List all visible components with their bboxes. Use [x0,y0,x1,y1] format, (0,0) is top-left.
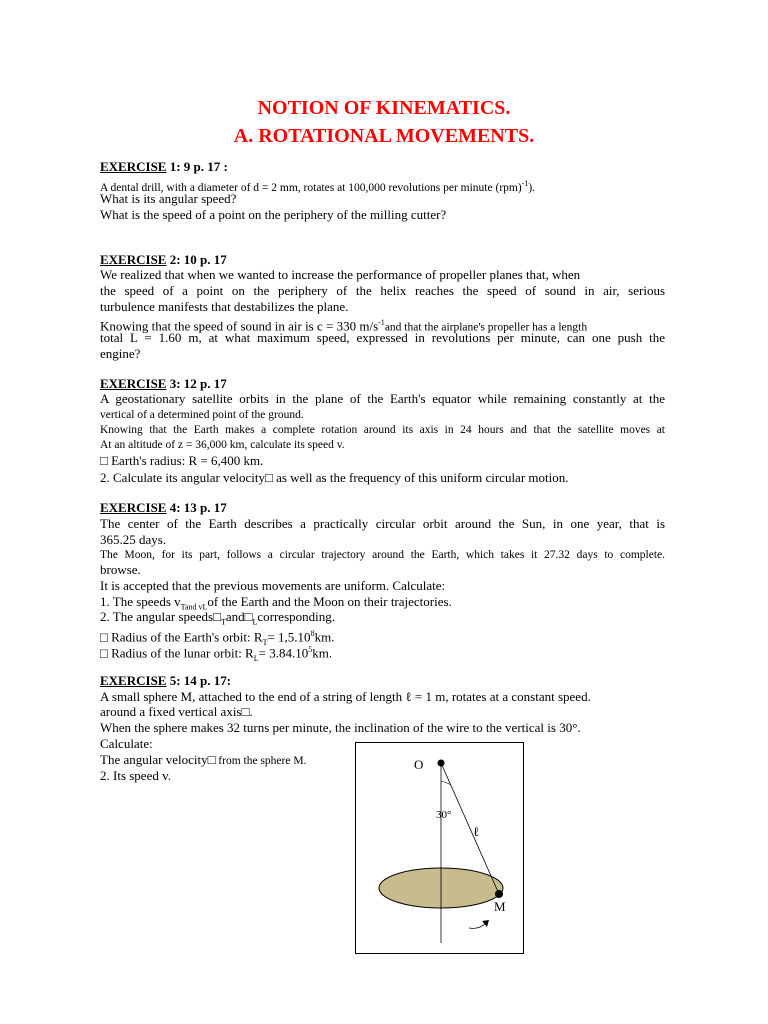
exercise-3-line-4: At an altitude of z = 36,000 km, calculate its speed v. [100,439,345,451]
exercise-1-line-1-text: A dental drill, with a diameter of d = 2 mm, rotates at 100,000 revolutions per minute (rpm) [100,181,522,194]
label-o: O [414,757,424,772]
exercise-2-ref: 2: 10 p. 17 [166,252,227,267]
sphere-m [495,890,503,898]
pendulum-figure [355,742,524,954]
exercise-4-line-6-text: 1. The speeds v [100,594,181,609]
exercise-4-line-8-sub: T [262,637,268,647]
exercise-5-line-3: When the sphere makes 32 turns per minute, the inclination of the wire to the vertical is 30°. [100,720,581,735]
exercise-5-line-6: 2. Its speed v. [100,768,172,783]
exercise-5-line-5-text: The angular velocity□ [100,752,216,767]
exercise-4-line-7-sub1: T [220,617,226,627]
exercise-4-line-9-value: = 3.84.10 [258,645,309,661]
exercise-3-line-5: □ Earth's radius: R = 6,400 km. [100,453,264,468]
exercise-5-line-1: A small sphere M, attached to the end of a string of length ℓ = 1 m, rotates at a constant speed. [100,689,591,704]
page-title-line2: A. ROTATIONAL MOVEMENTS. [233,125,535,147]
exercise-1-line-3: What is the speed of a point on the periphery of the milling cutter? [100,207,447,222]
exercise-5-line-2: around a fixed vertical axis□. [100,704,253,719]
exercise-3-ref: 3: 12 p. 17 [166,376,227,391]
exercise-4-label: EXERCISE [100,500,167,515]
exercise-2-line-6: engine? [100,346,141,361]
exercise-4-line-9-text: □ Radius of the lunar orbit: R [100,645,254,661]
exercise-2-line-4-sup: -1 [378,318,385,327]
exercise-2-line-3: turbulence manifests that destabilizes the plane. [100,299,349,314]
exercise-4-line-6-sub2: L [202,602,208,612]
exercise-5-label: EXERCISE [100,673,167,688]
exercise-2-line-4-text: Knowing that the speed of sound in air is c = 330 m/s [100,318,379,334]
exercise-2-line-5: total L = 1.60 m, at what maximum speed, expressed in revolutions per minute, can one push the [100,330,665,345]
page-title-line1: NOTION OF KINEMATICS. [257,97,511,119]
exercise-4-line-1: The center of the Earth describes a practically circular orbit around the Sun, in one year, that is [100,516,665,531]
exercise-4-line-9-sub: L [253,653,259,663]
exercise-4-line-4: browse. [100,562,141,577]
exercise-3-line-3: Knowing that the Earth makes a complete rotation around its axis in 24 hours and that the satellite moves at [100,424,665,436]
exercise-3-line-6: 2. Calculate its angular velocity□ as well as the frequency of this uniform circular motion. [100,470,569,485]
exercise-2-heading [100,252,227,268]
label-length: ℓ [473,824,480,839]
exercise-4-heading [100,500,227,516]
exercise-4-line-9 [100,642,332,667]
exercise-4-line-9-end: km. [312,645,333,661]
exercise-1-line-2: What is its angular speed? [100,191,237,206]
exercise-4-line-6-sub1: Tand v [180,602,203,612]
pivot-point-o [438,760,445,767]
exercise-5-line-5 [100,752,306,769]
exercise-4-line-9-sup: 5 [308,645,313,654]
rotation-arrowhead [482,920,489,927]
exercise-4-line-7-text: 2. The angular speeds□ [100,609,221,624]
exercise-3-heading [100,376,227,392]
exercise-4-line-5: It is accepted that the previous movements are uniform. Calculate: [100,578,446,593]
exercise-4-line-7-end: corresponding. [257,609,335,624]
exercise-4-line-8-text: □ Radius of the Earth's orbit: R [100,629,263,645]
exercise-3-line-2: vertical of a determined point of the ground. [100,409,304,421]
exercise-5-heading [100,673,231,689]
exercise-4-line-7-sub2: L [252,617,258,627]
exercise-3-label: EXERCISE [100,376,167,391]
exercise-4-line-6-end: of the Earth and the Moon on their trajectories. [207,594,452,609]
exercise-4-line-7-mid: and□ [225,609,253,624]
label-angle: 30° [436,809,452,821]
exercise-5-line-4: Calculate: [100,736,153,751]
exercise-2-line-1: We realized that when we wanted to increase the performance of propeller planes that, when [100,267,581,282]
exercise-4-ref: 4: 13 p. 17 [166,500,227,515]
exercise-1-label: EXERCISE [100,159,167,174]
exercise-4-line-8-value: = 1,5.10 [267,629,311,645]
pendulum-diagram [356,743,523,953]
exercise-1-line-1-sup: -1 [521,179,529,188]
exercise-4-line-8-sup: 8 [310,629,315,638]
exercise-2-line-4-end: and that the airplane's propeller has a length [384,321,588,334]
exercise-1-heading [100,159,228,175]
label-m: M [494,899,506,914]
exercise-3-line-1: A geostationary satellite orbits in the plane of the Earth's equator while remaining constantly at the [100,391,665,406]
exercise-5-line-5-end: from the sphere M. [215,755,307,767]
exercise-4-line-8-end: km. [314,629,335,645]
exercise-4-line-3: The Moon, for its part, follows a circular trajectory around the Earth, which takes it 27.32 days to complete. [100,549,665,561]
exercise-2-label: EXERCISE [100,252,167,267]
exercise-1-line-1-end: ). [528,181,536,194]
exercise-2-line-2: the speed of a point on the periphery of the helix reaches the speed of sound in air, serious [100,283,665,298]
exercise-4-line-2: 365.25 days. [100,532,167,547]
exercise-5-ref: 5: 14 p. 17: [166,673,232,688]
exercise-1-ref: 1: 9 p. 17 : [166,159,228,174]
